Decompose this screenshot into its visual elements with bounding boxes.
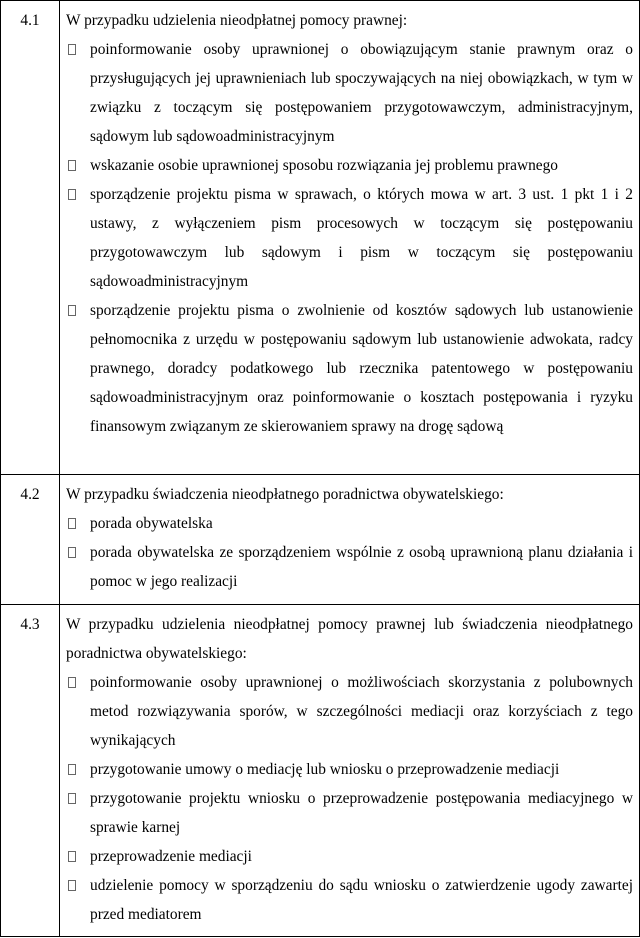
- option-label: wskazanie osobie uprawnionej sposobu rozwiązania jej problemu prawnego: [90, 157, 558, 174]
- section-number-cell: [1, 475, 60, 605]
- section-row: [1, 605, 640, 937]
- option-item[interactable]: [66, 842, 633, 871]
- option-item[interactable]: [66, 151, 633, 180]
- option-item[interactable]: [66, 538, 633, 596]
- option-label: porada obywatelska ze sporządzeniem wspólnie z osobą uprawnioną planu działania i pomoc w jego realizacji: [90, 544, 633, 590]
- checkbox[interactable]: [68, 44, 76, 55]
- option-item[interactable]: [66, 296, 633, 441]
- checkbox[interactable]: [68, 518, 76, 529]
- option-label: poinformowanie osoby uprawnionej o możliwościach skorzystania z polubownych metod rozwiązywania sporów, w szczególności mediacji oraz korzyściach z tego wynikających: [90, 674, 633, 749]
- section-lead: W przypadku świadczenia nieodpłatnego poradnictwa obywatelskiego:: [66, 486, 504, 503]
- section-content-cell: [60, 475, 640, 605]
- option-item[interactable]: [66, 784, 633, 842]
- section-row: [1, 1, 640, 475]
- section-number: 4.2: [20, 486, 40, 503]
- section-lead: W przypadku udzielenia nieodpłatnej pomocy prawnej lub świadczenia nieodpłatnego poradnictwa obywatelskiego:: [66, 616, 633, 662]
- section-number: 4.1: [20, 12, 40, 29]
- checkbox[interactable]: [68, 793, 76, 804]
- checkbox[interactable]: [68, 764, 76, 775]
- checkbox[interactable]: [68, 677, 76, 688]
- section-content-cell: [60, 1, 640, 475]
- option-label: sporządzenie projektu pisma o zwolnienie od kosztów sądowych lub ustanowienie pełnomocnika z urzędu w postępowaniu sądowym lub ustanowienie adwokata, radcy prawnego, doradcy podatkowego lub rzecznika patentowego w postępowaniu sądowoadministracyjnym oraz poinformowanie o kosztach postępowania i ryzyku finansowym związanym ze skierowaniem sprawy na drogę sądową: [90, 302, 633, 435]
- option-item[interactable]: [66, 871, 633, 929]
- option-label: udzielenie pomocy w sporządzeniu do sądu wniosku o zatwierdzenie ugody zawartej przed mediatorem: [90, 877, 633, 923]
- option-label: sporządzenie projektu pisma w sprawach, o których mowa w art. 3 ust. 1 pkt 1 i 2 ustawy, z wyłączeniem pism procesowych w toczącym się postępowaniu przygotowawczym lub sądowym i pism w toczącym się postępowaniu sądowoadministracyjnym: [90, 186, 633, 290]
- option-label: porada obywatelska: [90, 515, 213, 532]
- section-number: 4.3: [20, 616, 40, 633]
- option-label: przygotowanie projektu wniosku o przeprowadzenie postępowania mediacyjnego w sprawie karnej: [90, 790, 633, 836]
- option-item[interactable]: [66, 180, 633, 296]
- section-lead: W przypadku udzielenia nieodpłatnej pomocy prawnej:: [66, 12, 408, 29]
- option-item[interactable]: [66, 35, 633, 151]
- checkbox[interactable]: [68, 851, 76, 862]
- checkbox[interactable]: [68, 880, 76, 891]
- option-item[interactable]: [66, 755, 633, 784]
- option-label: przygotowanie umowy o mediację lub wniosku o przeprowadzenie mediacji: [90, 761, 560, 778]
- section-number-cell: [1, 605, 60, 937]
- option-label: poinformowanie osoby uprawnionej o obowiązującym stanie prawnym oraz o przysługujących jej uprawnieniach lub spoczywających na niej obowiązkach, w tym w związku z toczącym się postępowaniem przygotowawczym, administracyjnym, sądowym lub sądowoadministracyjnym: [90, 41, 633, 145]
- section-row: [1, 475, 640, 605]
- option-item[interactable]: [66, 668, 633, 755]
- section-content-cell: [60, 605, 640, 937]
- option-label: przeprowadzenie mediacji: [90, 848, 252, 865]
- checkbox[interactable]: [68, 305, 76, 316]
- checkbox[interactable]: [68, 189, 76, 200]
- section-number-cell: [1, 1, 60, 475]
- option-item[interactable]: [66, 509, 633, 538]
- checkbox[interactable]: [68, 547, 76, 558]
- checkbox[interactable]: [68, 160, 76, 171]
